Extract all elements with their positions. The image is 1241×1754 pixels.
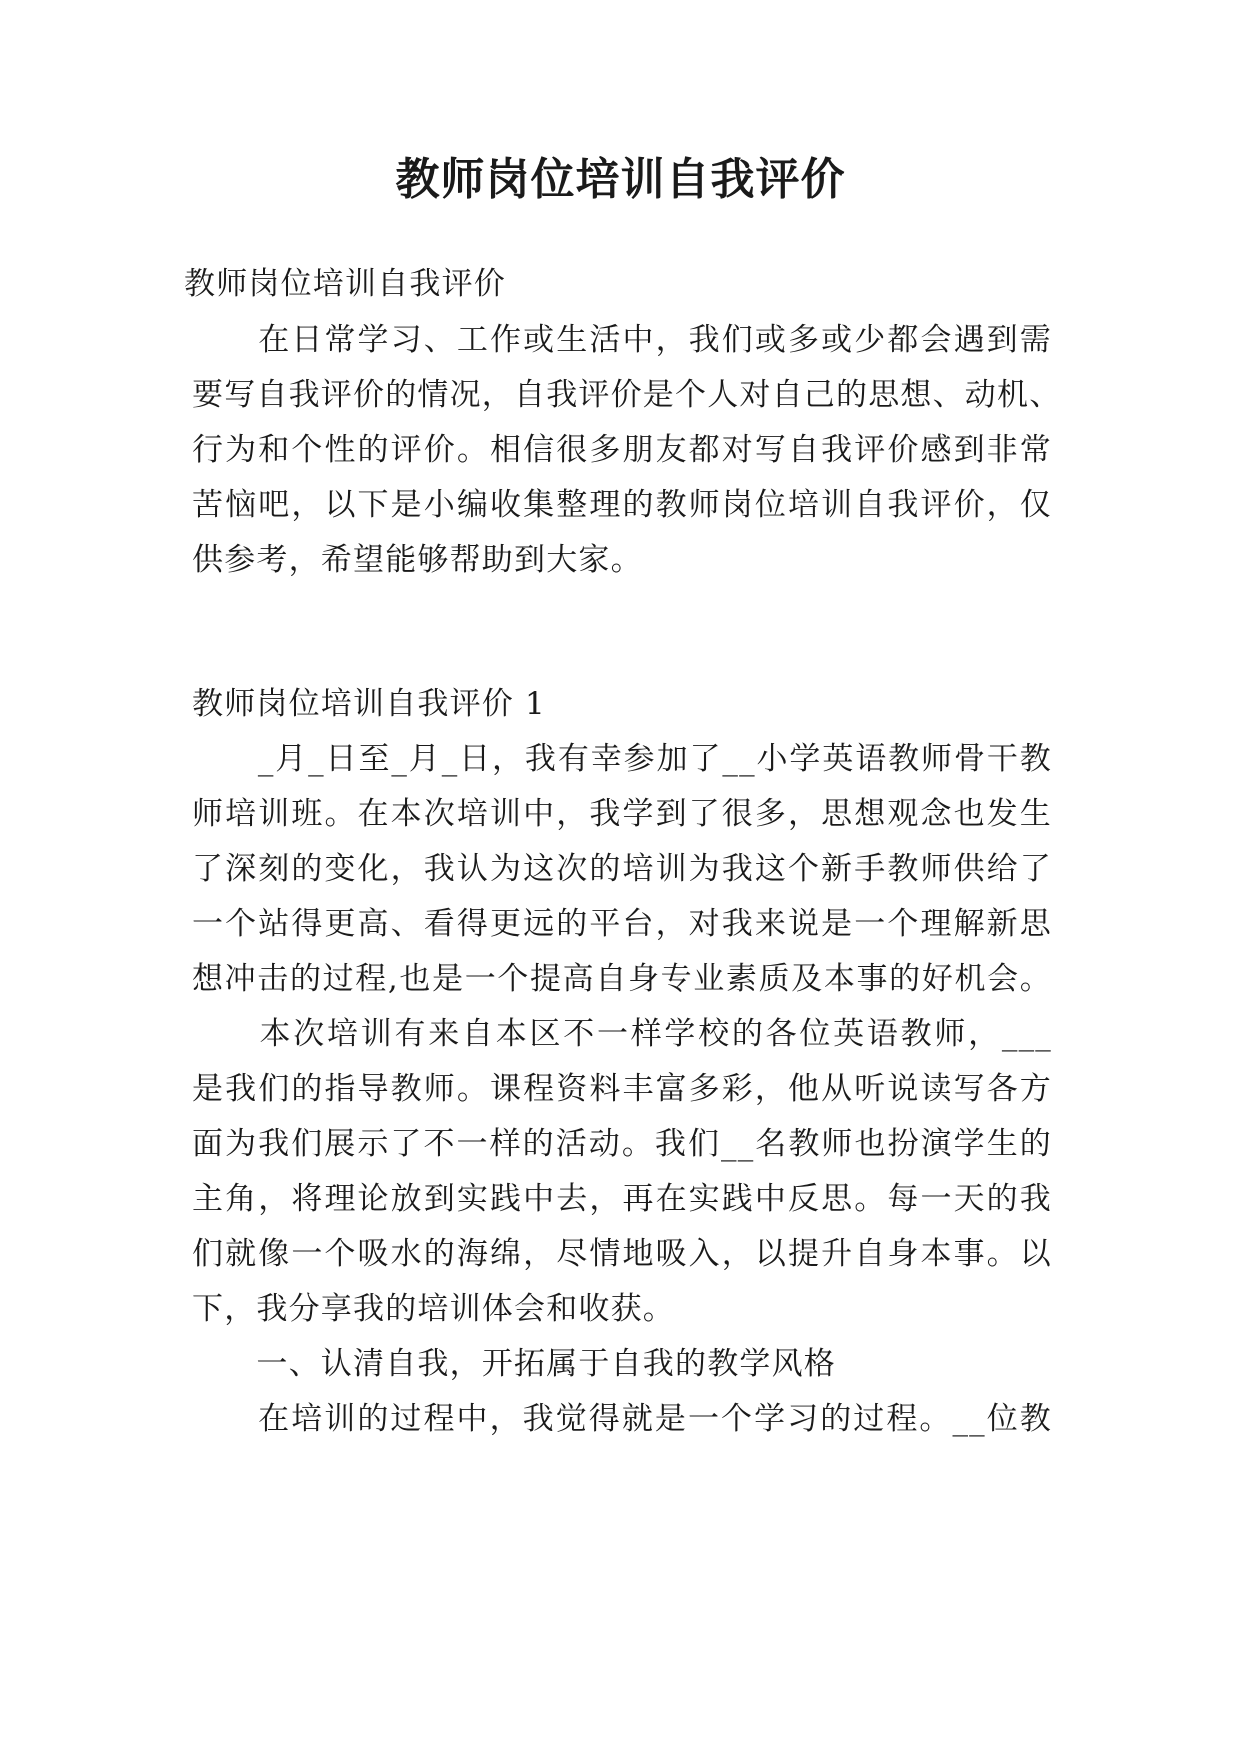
body-line: 师培训班。在本次培训中，我学到了很多，思想观念也发生 xyxy=(192,796,1052,832)
intro-line: 在日常学习、工作或生活中，我们或多或少都会遇到需 xyxy=(192,322,1052,358)
body-line: 想冲击的过程,也是一个提高自身专业素质及本事的好机会。 xyxy=(192,961,1052,997)
body-line: 本次培训有来自本区不一样学校的各位英语教师，___ xyxy=(192,1016,1052,1052)
body-line: 一个站得更高、看得更远的平台，对我来说是一个理解新思 xyxy=(192,906,1052,942)
body-line: _月_日至_月_日，我有幸参加了__小学英语教师骨干教 xyxy=(192,741,1052,777)
intro-line: 行为和个性的评价。相信很多朋友都对写自我评价感到非常 xyxy=(192,432,1052,468)
body-line: 是我们的指导教师。课程资料丰富多彩，他从听说读写各方 xyxy=(192,1071,1052,1107)
body-line: 下，我分享我的培训体会和收获。 xyxy=(192,1291,675,1327)
intro-line: 要写自我评价的情况，自我评价是个人对自己的思想、动机、 xyxy=(192,377,1062,413)
body-line: 一、认清自我，开拓属于自我的教学风格 xyxy=(192,1346,836,1382)
document-subtitle: 教师岗位培训自我评价 xyxy=(184,266,506,302)
intro-line: 苦恼吧，以下是小编收集整理的教师岗位培训自我评价，仅 xyxy=(192,487,1052,523)
body-line: 了深刻的变化，我认为这次的培训为我这个新手教师供给了 xyxy=(192,851,1052,887)
body-line: 主角，将理论放到实践中去，再在实践中反思。每一天的我 xyxy=(192,1181,1052,1217)
body-line: 们就像一个吸水的海绵，尽情地吸入，以提升自身本事。以 xyxy=(192,1236,1052,1272)
body-line: 面为我们展示了不一样的活动。我们__名教师也扮演学生的 xyxy=(192,1126,1052,1162)
page-title: 教师岗位培训自我评价 xyxy=(395,154,846,205)
intro-line: 供参考，希望能够帮助到大家。 xyxy=(192,542,643,578)
body-line: 在培训的过程中，我觉得就是一个学习的过程。__位教 xyxy=(192,1401,1052,1437)
section-heading: 教师岗位培训自我评价 1 xyxy=(192,686,546,722)
